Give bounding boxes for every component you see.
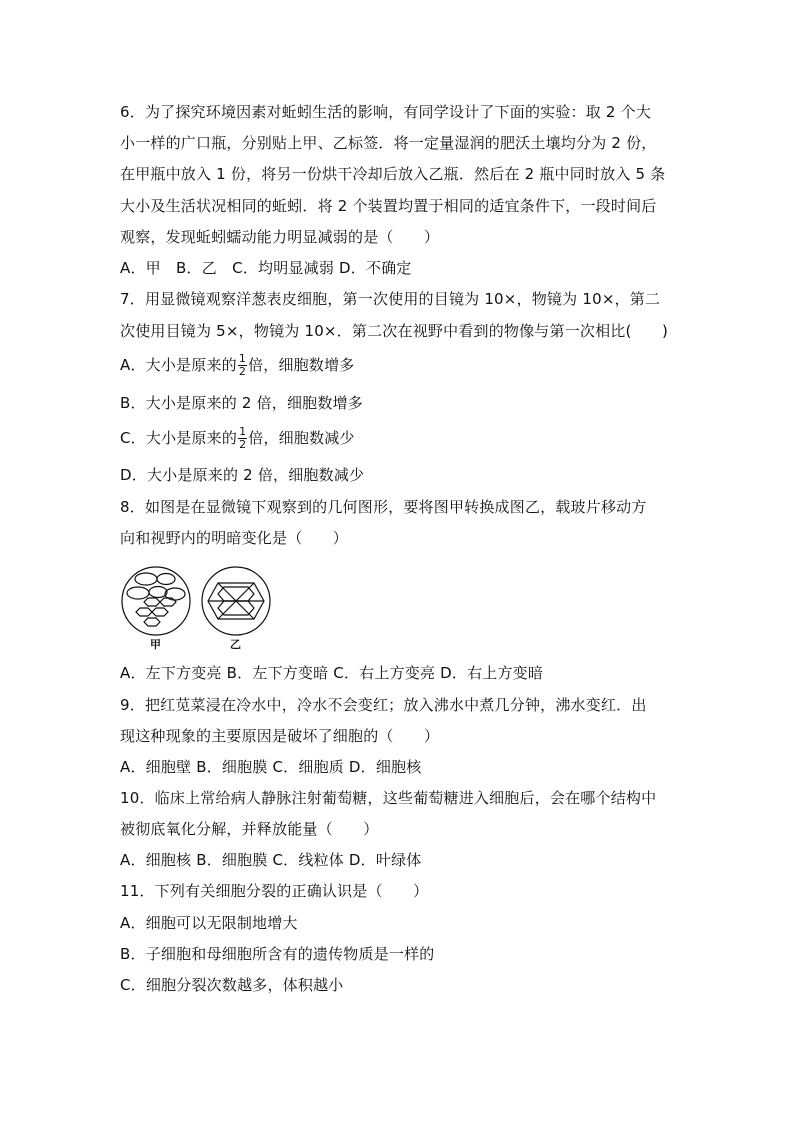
- q8-stem-line-1: 8．如图是在显微镜下观察到的几何图形，要将图甲转换成图乙，载玻片移动方: [120, 498, 647, 516]
- field-jia-cell: [135, 573, 157, 585]
- q9-stem-line-2: 现这种现象的主要原因是破坏了细胞的（ ）: [120, 727, 440, 745]
- q8-stem-line-2: 向和视野内的明暗变化是（ ）: [120, 529, 349, 547]
- q11-option-b: B．子细胞和母细胞所含有的遗传物质是一样的: [120, 945, 435, 963]
- field-jia: [122, 567, 190, 635]
- field-jia-hexagon: [160, 598, 176, 606]
- fraction-one-half: [238, 426, 247, 451]
- fraction-numerator: 1: [239, 425, 247, 438]
- q7-option-c-suffix: 倍，细胞数减少: [248, 429, 355, 447]
- q10-stem-line-1: 10．临床上常给病人静脉注射葡萄糖，这些葡萄糖进入细胞后，会在哪个结构中: [120, 789, 657, 807]
- figure-label-yi: 乙: [230, 638, 241, 651]
- q11-stem: 11．下列有关细胞分裂的正确认识是（ ）: [120, 882, 429, 900]
- q10-stem-line-2: 被彻底氧化分解，并释放能量（ ）: [120, 820, 379, 838]
- field-jia-cell: [127, 587, 149, 599]
- q6-stem-line-2: 小一样的广口瓶，分别贴上甲、乙标签．将一定量湿润的肥沃土壤均分为 2 份，: [120, 134, 657, 152]
- q7-option-a-suffix: 倍，细胞数增多: [248, 356, 355, 374]
- microscope-figure: [118, 563, 278, 655]
- q7-option-a-prefix: A．大小是原来的: [120, 356, 237, 374]
- q6-stem-line-4: 大小及生活状况相同的蚯蚓．将 2 个装置均置于相同的适宜条件下，一段时间后: [120, 197, 657, 215]
- q6-options: A．甲 B．乙 C．均明显减弱 D．不确定: [120, 259, 412, 277]
- q10-options: A．细胞核 B．细胞膜 C．线粒体 D．叶绿体: [120, 851, 422, 869]
- fraction-numerator: 1: [238, 352, 247, 365]
- q7-option-c: [120, 425, 355, 451]
- fraction-one-half: [238, 353, 247, 378]
- q7-stem-line-2: 次使用目镜为 5×，物镜为 10×．第二次在视野中看到的物像与第一次相比( ): [120, 322, 669, 340]
- q6-stem-line-1: 6．为了探究环境因素对蚯蚓生活的影响，有同学设计了下面的实验：取 2 个大: [120, 103, 652, 121]
- q7-stem-line-1: 7．用显微镜观察洋葱表皮细胞，第一次使用的目镜为 10×，物镜为 10×，第二: [120, 290, 661, 308]
- q8-options: A．左下方变亮 B．左下方变暗 C．右上方变亮 D．右上方变暗: [120, 664, 544, 682]
- fraction-denominator: 2: [239, 438, 247, 451]
- field-yi: [202, 567, 270, 635]
- figure-label-jia: 甲: [150, 638, 161, 651]
- microscope-fields-svg: [118, 563, 278, 655]
- field-jia-cell: [149, 587, 167, 598]
- field-jia-hexagon: [152, 608, 168, 616]
- q7-option-c-prefix: C．大小是原来的: [120, 429, 238, 447]
- q7-option-a: [120, 352, 354, 378]
- field-jia-cell: [157, 574, 175, 585]
- q7-option-d: D．大小是原来的 2 倍，细胞数减少: [120, 466, 365, 484]
- q11-option-a: A．细胞可以无限制地增大: [120, 914, 298, 932]
- fraction-denominator: 2: [238, 365, 247, 378]
- q6-stem-line-3: 在甲瓶中放入 1 份，将另一份烘干冷却后放入乙瓶．然后在 2 瓶中同时放入 5 条: [120, 165, 666, 183]
- field-jia-hexagon: [136, 608, 152, 616]
- q7-option-b: B．大小是原来的 2 倍，细胞数增多: [120, 394, 363, 412]
- q6-stem-line-5: 观察，发现蚯蚓蠕动能力明显减弱的是（ ）: [120, 228, 440, 246]
- field-jia-hexagon: [144, 618, 160, 626]
- q9-stem-line-1: 9．把红苋菜浸在冷水中，冷水不会变红；放入沸水中煮几分钟，沸水变红．出: [120, 696, 647, 714]
- q9-options: A．细胞壁 B．细胞膜 C．细胞质 D．细胞核: [120, 758, 422, 776]
- field-jia-hexagon: [144, 598, 160, 606]
- q11-option-c: C．细胞分裂次数越多，体积越小: [120, 976, 344, 994]
